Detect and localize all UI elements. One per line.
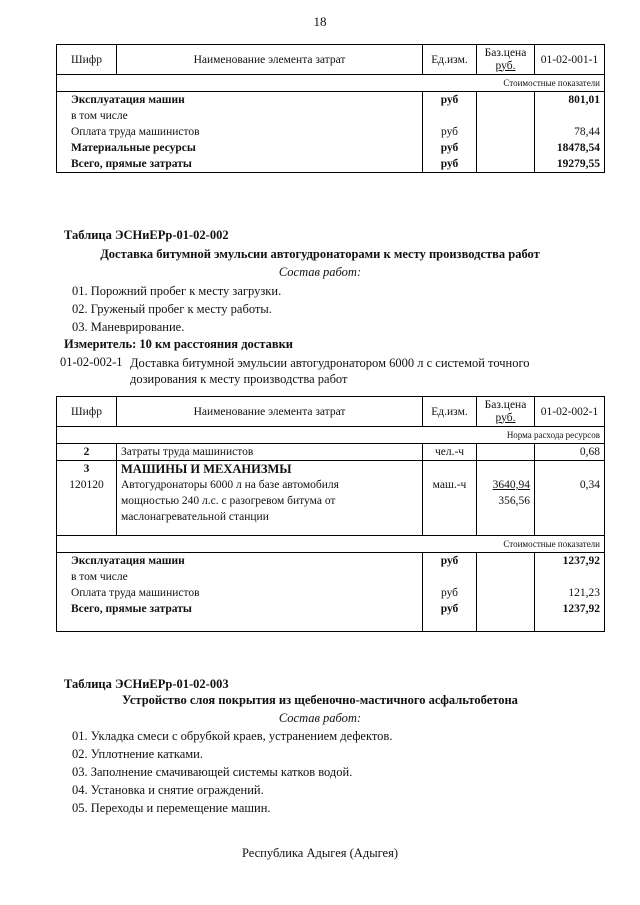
norm-label: Норма расхода ресурсов bbox=[57, 427, 605, 444]
row-unit: руб bbox=[423, 585, 477, 601]
header-code: Шифр bbox=[57, 45, 117, 75]
row-name bbox=[117, 477, 423, 525]
norm-code: 01-02-002-1 bbox=[60, 355, 123, 369]
composition-heading: Состав работ: bbox=[278, 265, 362, 279]
row-name: Всего, прямые затраты bbox=[57, 601, 423, 617]
row-name: МАШИНЫ И МЕХАНИЗМЫ bbox=[117, 461, 423, 478]
row-name: Материальные ресурсы bbox=[57, 140, 423, 156]
header-base-price-line2: руб. bbox=[495, 59, 516, 72]
row-unit: маш.-ч bbox=[423, 477, 477, 525]
table-subtitle: Доставка битумной эмульсии автогудронаторами к месту производства работ bbox=[100, 247, 540, 261]
row-name-line2: мощностью 240 л.с. с разогревом битума от bbox=[121, 495, 336, 507]
row-price bbox=[477, 477, 535, 525]
row-value: 19279,55 bbox=[535, 156, 605, 173]
row-price-line2: 356,56 bbox=[498, 495, 530, 507]
cost-table-2 bbox=[56, 396, 605, 632]
header-base-price-line1: Баз.цена bbox=[484, 46, 527, 59]
row-value: 801,01 bbox=[535, 92, 605, 109]
header-column-code: 01-02-001-1 bbox=[535, 45, 605, 75]
page-number: 18 bbox=[313, 14, 327, 29]
row-code: 120120 bbox=[57, 477, 117, 525]
header-code: Шифр bbox=[57, 397, 117, 427]
operation-item: 01. Укладка смеси с обрубкой краев, устранением дефектов. bbox=[72, 729, 393, 743]
norm-description bbox=[130, 355, 570, 387]
cost-table-1 bbox=[56, 44, 605, 173]
row-name: Оплата труда машинистов bbox=[57, 124, 423, 140]
norm-description-line2: дозирования к месту производства работ bbox=[130, 372, 348, 386]
row-name-line3: маслонагревательной станции bbox=[121, 511, 269, 523]
table-title: Таблица ЭСНиЕРр-01-02-003 bbox=[64, 677, 229, 691]
operation-item: 03. Заполнение смачивающей системы катков водой. bbox=[72, 765, 353, 779]
row-value: 0,68 bbox=[535, 444, 605, 461]
operation-item: 01. Порожний пробег к месту загрузки. bbox=[72, 284, 282, 298]
operation-item: 04. Установка и снятие ограждений. bbox=[72, 783, 264, 797]
row-name: в том числе bbox=[57, 569, 423, 585]
header-name: Наименование элемента затрат bbox=[117, 45, 423, 75]
table-subtitle: Устройство слоя покрытия из щебеночно-мастичного асфальтобетона bbox=[122, 693, 518, 707]
row-code: 3 bbox=[57, 461, 117, 478]
operation-item: 03. Маневрирование. bbox=[72, 320, 185, 334]
operation-item: 05. Переходы и перемещение машин. bbox=[72, 801, 271, 815]
row-unit: руб bbox=[423, 601, 477, 617]
header-unit: Ед.изм. bbox=[423, 45, 477, 75]
operation-item: 02. Груженый пробег к месту работы. bbox=[72, 302, 272, 316]
composition-heading: Состав работ: bbox=[278, 711, 362, 725]
measure-unit: Измеритель: 10 км расстояния доставки bbox=[64, 337, 294, 351]
section-label: Стоимостные показатели bbox=[57, 75, 605, 92]
row-name: Затраты труда машинистов bbox=[117, 444, 423, 461]
row-price-line1: 3640,94 bbox=[492, 479, 530, 491]
operation-item: 02. Уплотнение катками. bbox=[72, 747, 203, 761]
section-label: Стоимостные показатели bbox=[57, 536, 605, 553]
header-base-price-line2: руб. bbox=[495, 411, 516, 424]
header-column-code: 01-02-002-1 bbox=[535, 397, 605, 427]
row-name: в том числе bbox=[57, 108, 423, 124]
header-base-price bbox=[477, 397, 535, 427]
row-name: Оплата труда машинистов bbox=[57, 585, 423, 601]
row-value: 18478,54 bbox=[535, 140, 605, 156]
row-value: 1237,92 bbox=[535, 553, 605, 570]
row-value: 121,23 bbox=[535, 585, 605, 601]
row-unit: руб bbox=[423, 124, 477, 140]
row-unit: руб bbox=[423, 140, 477, 156]
page-footer: Республика Адыгея (Адыгея) bbox=[241, 846, 399, 860]
row-unit: руб bbox=[423, 553, 477, 570]
header-name: Наименование элемента затрат bbox=[117, 397, 423, 427]
row-value: 1237,92 bbox=[535, 601, 605, 617]
row-name: Всего, прямые затраты bbox=[57, 156, 423, 173]
row-unit: чел.-ч bbox=[423, 444, 477, 461]
row-name-line1: Автогудронаторы 6000 л на базе автомобиля bbox=[121, 479, 339, 491]
header-unit: Ед.изм. bbox=[423, 397, 477, 427]
header-base-price bbox=[477, 45, 535, 75]
table-title: Таблица ЭСНиЕРр-01-02-002 bbox=[64, 228, 229, 242]
row-value: 78,44 bbox=[535, 124, 605, 140]
norm-description-line1: Доставка битумной эмульсии автогудронатором 6000 л с системой точного bbox=[130, 356, 530, 370]
row-name: Эксплуатация машин bbox=[57, 553, 423, 570]
header-base-price-line1: Баз.цена bbox=[484, 398, 527, 411]
row-name: Эксплуатация машин bbox=[57, 92, 423, 109]
row-unit: руб bbox=[423, 92, 477, 109]
row-value: 0,34 bbox=[535, 477, 605, 525]
row-code: 2 bbox=[57, 444, 117, 461]
row-unit: руб bbox=[423, 156, 477, 173]
